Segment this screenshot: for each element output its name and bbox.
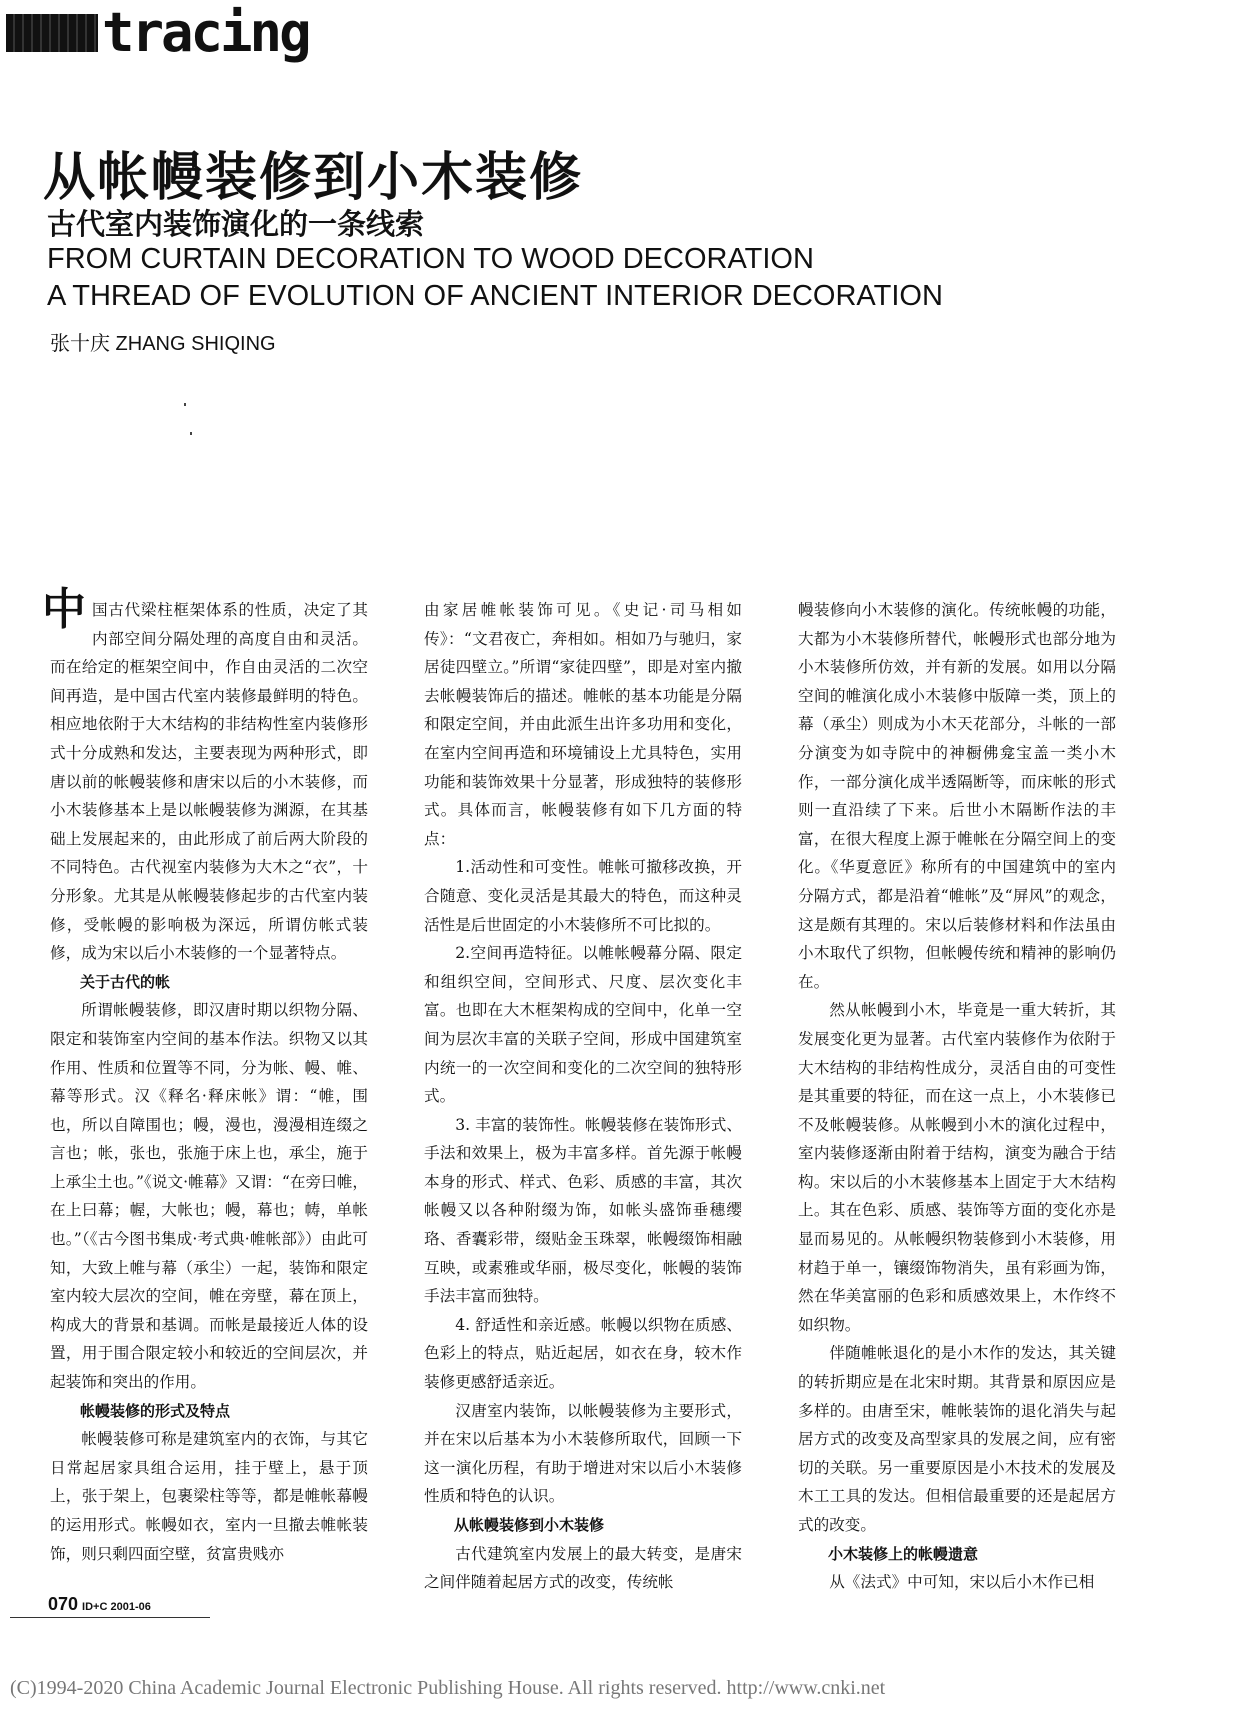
paragraph: 1.活动性和可变性。帷帐可撤移改换，开合随意、变化灵活是其最大的特色，而这种灵活性是后世固定的小木装修所不可比拟的。 [424, 858, 742, 934]
paragraph: 从《法式》中可知，宋以后小木作已相 [829, 1573, 1095, 1592]
paragraph: 伴随帷帐退化的是小木作的发达，其关键的转折期应是在北宋时期。其背景和原因应是多样的。由唐至宋，帷帐装饰的退化消失与起居方式的改变及高型家具的发展之间，应有密切的关联。另一重要原因是小木技术的发展及木工工具的发达。但相信最重要的还是起居方式的改变。 [798, 1344, 1116, 1534]
copyright-line: (C)1994-2020 China Academic Journal Electronic Publishing House. All rights reserved. http://www.cnki.net [10, 1677, 886, 1699]
paragraph: 幔装修向小木装修的演化。传统帐幔的功能，大都为小木装修所替代，帐幔形式也部分地为小木装修所仿效，并有新的发展。如用以分隔空间的帷演化成小木装修中版障一类，顶上的幕（承尘）则成为小木天花部分，斗帐的一部分演变为如寺院中的神橱佛龛宝盖一类小木作，一部分演化成半透隔断等，而床帐的形式则一直沿续了下来。后世小木隔断作法的丰富，在很大程度上源于帷帐在分隔空间上的变化。《华夏意匠》称所有的中国建筑中的室内分隔方式，都是沿着“帷帐”及“屏风”的观念，这是颇有其理的。宋以后装修材料和作法虽由小木取代了织物，但帐幔传统和精神的影响仍在。 [798, 601, 1116, 991]
article-title: 从帐幔装修到小木装修 [43, 148, 584, 208]
article-author: 张十庆 ZHANG SHIQING [50, 333, 276, 355]
paragraph: 古代建筑室内发展上的最大转变，是唐宋之间伴随着起居方式的改变，传统帐 [424, 1544, 742, 1592]
paragraph: 4. 舒适性和亲近感。帐幔以织物在质感、色彩上的特点，贴近起居，如衣在身，较木作装修更感舒适亲近。 [424, 1315, 742, 1392]
scan-speck [190, 432, 192, 435]
paragraph: 所谓帐幔装修，即汉唐时期以织物分隔、限定和装饰室内空间的基本作法。织物又以其作用、性质和位置等不同，分为帐、幔、帷、幕等形式。汉《释名·释床帐》谓：“帷，围也，所以自障围也；幔，漫也，漫漫相连缀之言也；帐，张也，张施于床上也，承尘，施于上承尘土也。”《说文·帷幕》又谓：“在旁曰帷，在上曰幕；幄，大帐也；幔，幕也；帱，单帐也。”（《古今图书集成·考式典·帷帐部》）由此可知，大致上帷与幕（承尘）一起，装饰和限定室内较大层次的空间，帷在旁壁，幕在顶上，构成大的背景和基调。而帐是最接近人体的设置，用于围合限定较小和较近的空间层次，并起装饰和突出的作用。 [50, 1001, 368, 1392]
paragraph: 2.空间再造特征。以帷帐幔幕分隔、限定和组织空间，空间形式、尺度、层次变化丰富。也即在大木框架构成的空间中，化单一空间为层次丰富的关联子空间，形成中国建筑室内统一的一次空间和变化的二次空间的独特形式。 [424, 944, 742, 1106]
paragraph-text: 国古代梁柱框架体系的性质，决定了其内部空间分隔处理的高度自由和灵活。而在给定的框架空间中，作自由灵活的二次空间再造，是中国古代室内装修最鲜明的特色。相应地依附于大木结构的非结构性室内装修形式十分成熟和发达，主要表现为两种形式，即唐以前的帐幔装修和唐宋以后的小木装修，而小木装修基本上是以帐幔装修为渊源，在其基础上发展起来的，由此形成了前后两大阶段的不同特色。古代视室内装修为大木之“衣”，十分形象。尤其是从帐幔装修起步的古代室内装修，受帐幔的影响极为深远，所谓仿帐式装修，成为宋以后小木装修的一个显著特点。 [50, 601, 368, 963]
page-number: 070 [48, 1594, 79, 1614]
article-subtitle: 古代室内装饰演化的一条线索 [47, 207, 425, 241]
section-heading: 从帐幔装修到小木装修 [454, 1516, 605, 1534]
scan-speck [184, 403, 186, 406]
paragraph: 然从帐幔到小木，毕竟是一重大转折，其发展变化更为显著。古代室内装修作为依附于大木结构的非结构性成分，灵活自由的可变性是其重要的特征，而在这一点上，小木装修已不及帐幔装修。从帐幔到小木的演化过程中，室内装修逐渐由附着于结构，演变为融合于结构。宋以后的小木装修基本上固定于大木结构上。其在色彩、质感、装饰等方面的变化亦是显而易见的。从帐幔织物装修到小木装修，用材趋于单一，镶缀饰物消失，虽有彩画为饰，然在华美富丽的色彩和质感效果上，木作终不如织物。 [798, 1001, 1116, 1334]
header-black-bar [6, 14, 98, 52]
article-title-en-line2: A THREAD OF EVOLUTION OF ANCIENT INTERIOR DECORATION [47, 280, 943, 312]
text-column-1 [42, 584, 368, 1568]
paragraph [42, 584, 368, 968]
section-heading: 帐幔装修的形式及特点 [80, 1401, 231, 1420]
paragraph: 3. 丰富的装饰性。帐幔装修在装饰形式、手法和效果上，极为丰富多样。首先源于帐幔本身的形式、样式、色彩、质感的丰富，其次帐幔又以各种附缀为饰，如帐头盛饰垂穗缨珞、香囊彩带，缀贴金玉珠翠，帐幔缀饰相融互映，或素雅或华丽，极尽变化，帐幔的装饰手法丰富而独特。 [424, 1115, 742, 1306]
footer-rule [10, 1617, 210, 1618]
article-title-en-line1: FROM CURTAIN DECORATION TO WOOD DECORATION [47, 243, 814, 275]
drop-cap: 中 [42, 584, 86, 635]
paragraph: 由家居帷帐装饰可见。《史记·司马相如传》：“文君夜亡，奔相如。相如乃与驰归，家居徒四壁立。”所谓“家徒四壁”，即是对室内撤去帐幔装饰后的描述。帷帐的基本功能是分隔和限定空间，并由此派生出许多功用和变化，在室内空间再造和环境铺设上尤具特色，实用功能和装饰效果十分显著，形成独特的装修形式。具体而言，帐幔装修有如下几方面的特点： [424, 601, 742, 848]
journal-issue: ID+C 2001-06 [82, 1601, 151, 1613]
header-word: tracing [102, 1, 309, 64]
section-heading: 关于古代的帐 [80, 972, 171, 991]
text-column-3 [798, 596, 1116, 1597]
text-column-2 [424, 596, 742, 1597]
section-heading: 小木装修上的帐幔遗意 [828, 1544, 979, 1563]
page-footer [48, 1594, 151, 1615]
paragraph: 汉唐室内装饰，以帐幔装修为主要形式，并在宋以后基本为小木装修所取代，回顾一下这一演化历程，有助于增进对宋以后小木装修性质和特色的认识。 [424, 1401, 742, 1506]
paragraph: 帐幔装修可称是建筑室内的衣饰，与其它日常起居家具组合运用，挂于壁上，悬于顶上，张于架上，包裹梁柱等等，都是帷帐幕幔的运用形式。帐幔如衣，室内一旦撤去帷帐装饰，则只剩四面空壁，贫富贵贱亦 [50, 1430, 368, 1563]
section-header [6, 1, 309, 64]
